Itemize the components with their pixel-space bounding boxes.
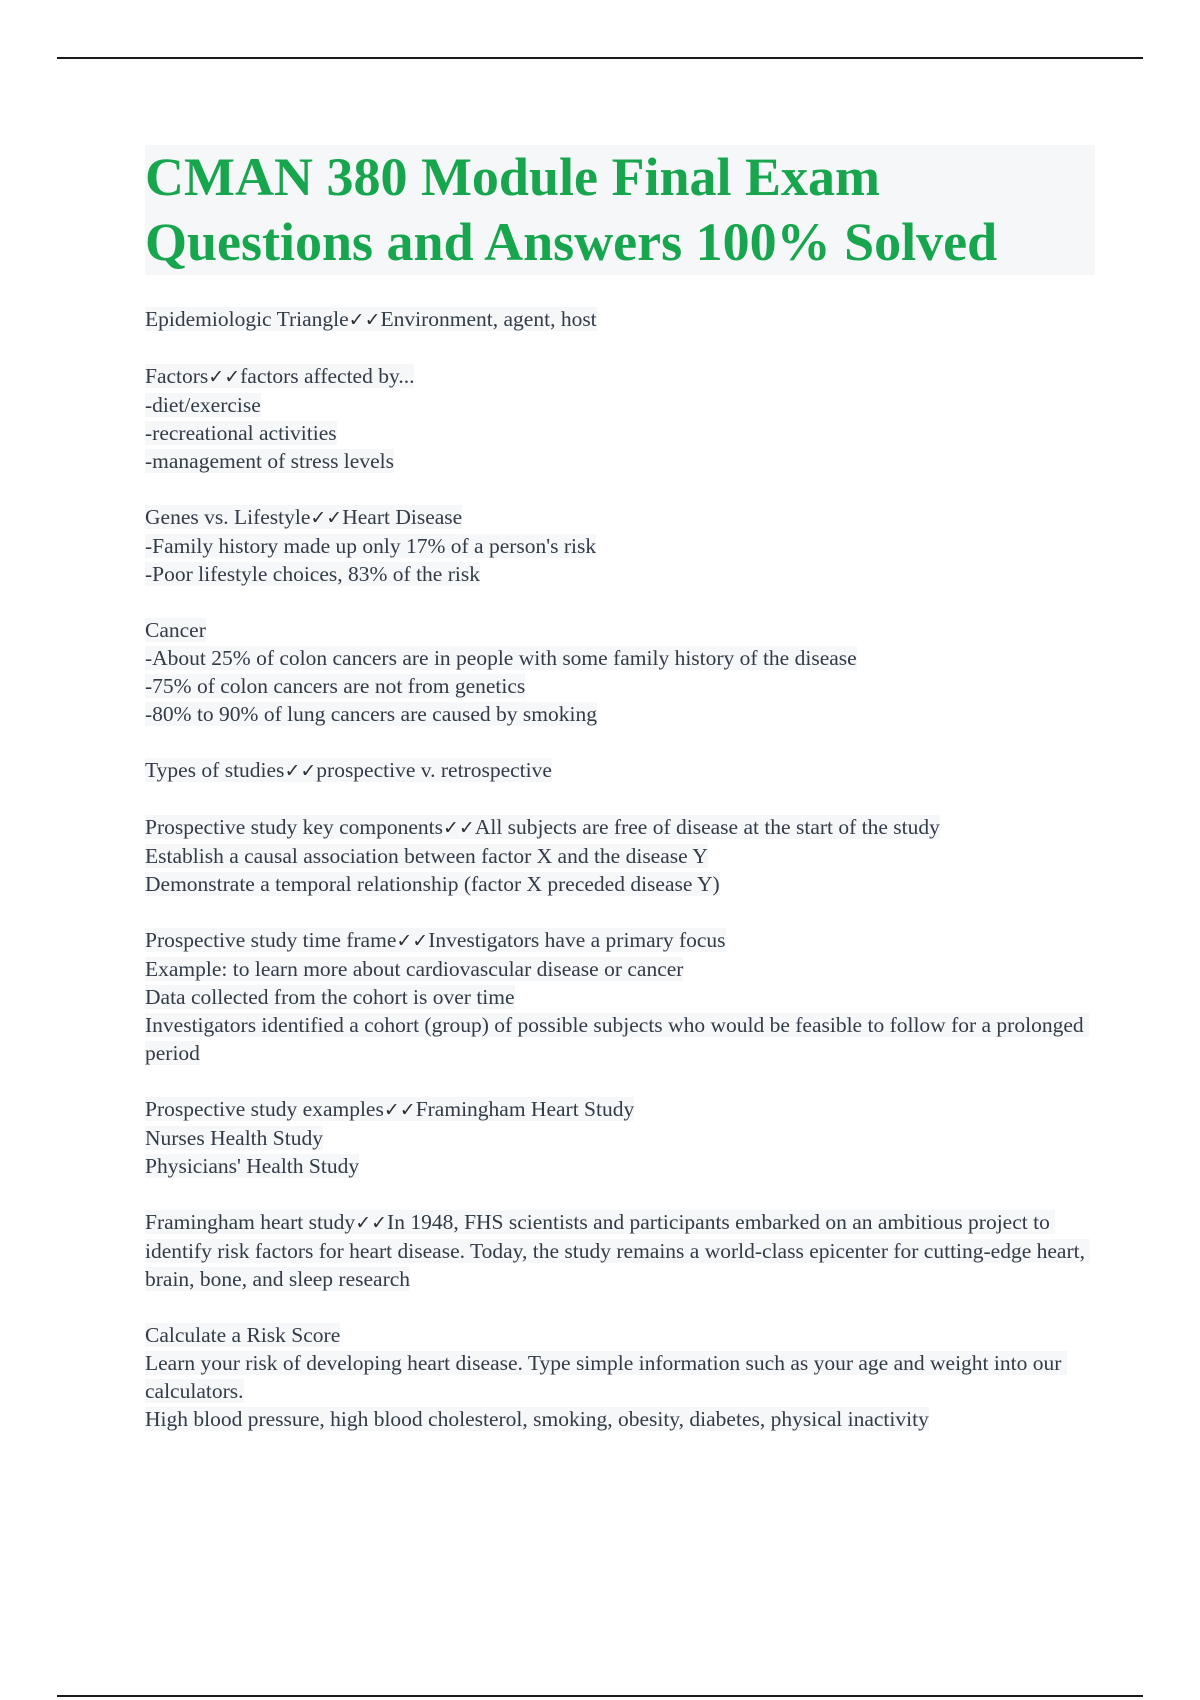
qa-term: Cancer — [145, 618, 206, 642]
qa-highlight — [145, 364, 414, 388]
qa-item — [145, 926, 1095, 1067]
qa-detail-line — [145, 419, 1095, 447]
double-check-icon: ✓✓ — [208, 366, 241, 388]
qa-term: Genes vs. Lifestyle — [145, 505, 311, 529]
qa-first-line — [145, 1095, 1095, 1124]
qa-highlight — [145, 1323, 340, 1347]
qa-answer: Framingham Heart Study — [415, 1097, 635, 1121]
qa-detail-line — [145, 1124, 1095, 1152]
double-check-icon: ✓✓ — [348, 309, 381, 331]
qa-detail-text: -About 25% of colon cancers are in people with some family history of the disease — [145, 646, 857, 670]
qa-item — [145, 503, 1095, 588]
qa-answer: All subjects are free of disease at the start of the study — [474, 815, 940, 839]
qa-detail-text: Data collected from the cohort is over time — [145, 985, 515, 1009]
qa-detail-line — [145, 644, 1095, 672]
qa-detail-text: -Poor lifestyle choices, 83% of the risk — [145, 562, 480, 586]
qa-detail-text: -80% to 90% of lung cancers are caused by smoking — [145, 702, 597, 726]
qa-answer: prospective v. retrospective — [316, 758, 552, 782]
qa-detail-text: Physicians' Health Study — [145, 1154, 360, 1178]
qa-detail-text: Investigators identified a cohort (group) of possible subjects who would be feasible to follow for a prolonged period — [145, 1013, 1089, 1065]
qa-highlight — [145, 1097, 634, 1121]
qa-item — [145, 756, 1095, 785]
document-title — [145, 145, 1095, 275]
qa-detail-line — [145, 842, 1095, 870]
qa-term: Types of studies — [145, 758, 285, 782]
bottom-rule — [57, 1695, 1143, 1697]
qa-highlight — [145, 307, 597, 331]
qa-highlight — [145, 815, 940, 839]
qa-detail-line — [145, 1405, 1095, 1433]
qa-detail-line — [145, 391, 1095, 419]
qa-highlight — [145, 505, 462, 529]
qa-term: Calculate a Risk Score — [145, 1323, 341, 1347]
double-check-icon: ✓✓ — [284, 760, 317, 782]
qa-detail-text: -75% of colon cancers are not from genetics — [145, 674, 526, 698]
qa-item — [145, 813, 1095, 898]
qa-detail-line — [145, 560, 1095, 588]
qa-item — [145, 1208, 1095, 1293]
qa-highlight — [145, 1210, 1090, 1291]
qa-first-line — [145, 503, 1095, 532]
qa-detail-text: Nurses Health Study — [145, 1126, 323, 1150]
qa-detail-line — [145, 672, 1095, 700]
qa-list — [145, 305, 1095, 1433]
qa-first-line — [145, 813, 1095, 842]
qa-first-line — [145, 1321, 1095, 1349]
qa-detail-line — [145, 955, 1095, 983]
qa-detail-line — [145, 870, 1095, 898]
qa-term: Framingham heart study — [145, 1210, 356, 1234]
qa-detail-text: -recreational activities — [145, 421, 337, 445]
qa-first-line — [145, 756, 1095, 785]
qa-detail-text: Example: to learn more about cardiovascular disease or cancer — [145, 957, 684, 981]
qa-highlight — [145, 758, 552, 782]
double-check-icon: ✓✓ — [310, 507, 343, 529]
qa-highlight — [145, 928, 726, 952]
qa-term: Prospective study key components — [145, 815, 443, 839]
qa-first-line — [145, 305, 1095, 334]
qa-term: Factors — [145, 364, 209, 388]
qa-detail-line — [145, 700, 1095, 728]
qa-detail-text: Learn your risk of developing heart disease. Type simple information such as your age and weight into our calculators. — [145, 1351, 1067, 1403]
qa-detail-line — [145, 532, 1095, 560]
qa-first-line — [145, 362, 1095, 391]
qa-term: Epidemiologic Triangle — [145, 307, 349, 331]
qa-answer: Environment, agent, host — [380, 307, 597, 331]
qa-detail-line — [145, 983, 1095, 1011]
qa-item — [145, 305, 1095, 334]
qa-detail-line — [145, 1349, 1095, 1405]
double-check-icon: ✓✓ — [355, 1212, 388, 1234]
qa-answer: factors affected by... — [240, 364, 415, 388]
title-line-1: CMAN 380 Module Final Exam — [145, 147, 880, 207]
qa-detail-text: Demonstrate a temporal relationship (factor X preceded disease Y) — [145, 872, 720, 896]
qa-answer: Investigators have a primary focus — [428, 928, 726, 952]
qa-detail-line — [145, 1152, 1095, 1180]
qa-term: Prospective study time frame — [145, 928, 397, 952]
qa-detail-text: -diet/exercise — [145, 393, 261, 417]
qa-answer: Heart Disease — [342, 505, 463, 529]
qa-item — [145, 616, 1095, 728]
top-rule — [57, 57, 1143, 59]
qa-item — [145, 362, 1095, 475]
qa-term: Prospective study examples — [145, 1097, 384, 1121]
qa-answer: In 1948, FHS scientists and participants embarked on an ambitious project to identify risk factors for heart disease. Today, the study remains a world-class epicenter for cutting-edge heart, brain, bone, and sleep research — [145, 1210, 1091, 1291]
qa-detail-line — [145, 1011, 1095, 1067]
qa-first-line — [145, 616, 1095, 644]
qa-first-line — [145, 926, 1095, 955]
document-body — [145, 145, 1095, 1461]
qa-item — [145, 1095, 1095, 1180]
double-check-icon: ✓✓ — [383, 1099, 416, 1121]
qa-highlight — [145, 618, 206, 642]
qa-detail-line — [145, 447, 1095, 475]
qa-detail-text: High blood pressure, high blood cholesterol, smoking, obesity, diabetes, physical inactivity — [145, 1407, 929, 1431]
double-check-icon: ✓✓ — [442, 817, 475, 839]
qa-detail-text: Establish a causal association between factor X and the disease Y — [145, 844, 708, 868]
qa-detail-text: -management of stress levels — [145, 449, 394, 473]
qa-item — [145, 1321, 1095, 1433]
qa-detail-text: -Family history made up only 17% of a person's risk — [145, 534, 597, 558]
title-line-2: Questions and Answers 100% Solved — [145, 212, 998, 272]
qa-first-line — [145, 1208, 1095, 1293]
double-check-icon: ✓✓ — [396, 930, 429, 952]
